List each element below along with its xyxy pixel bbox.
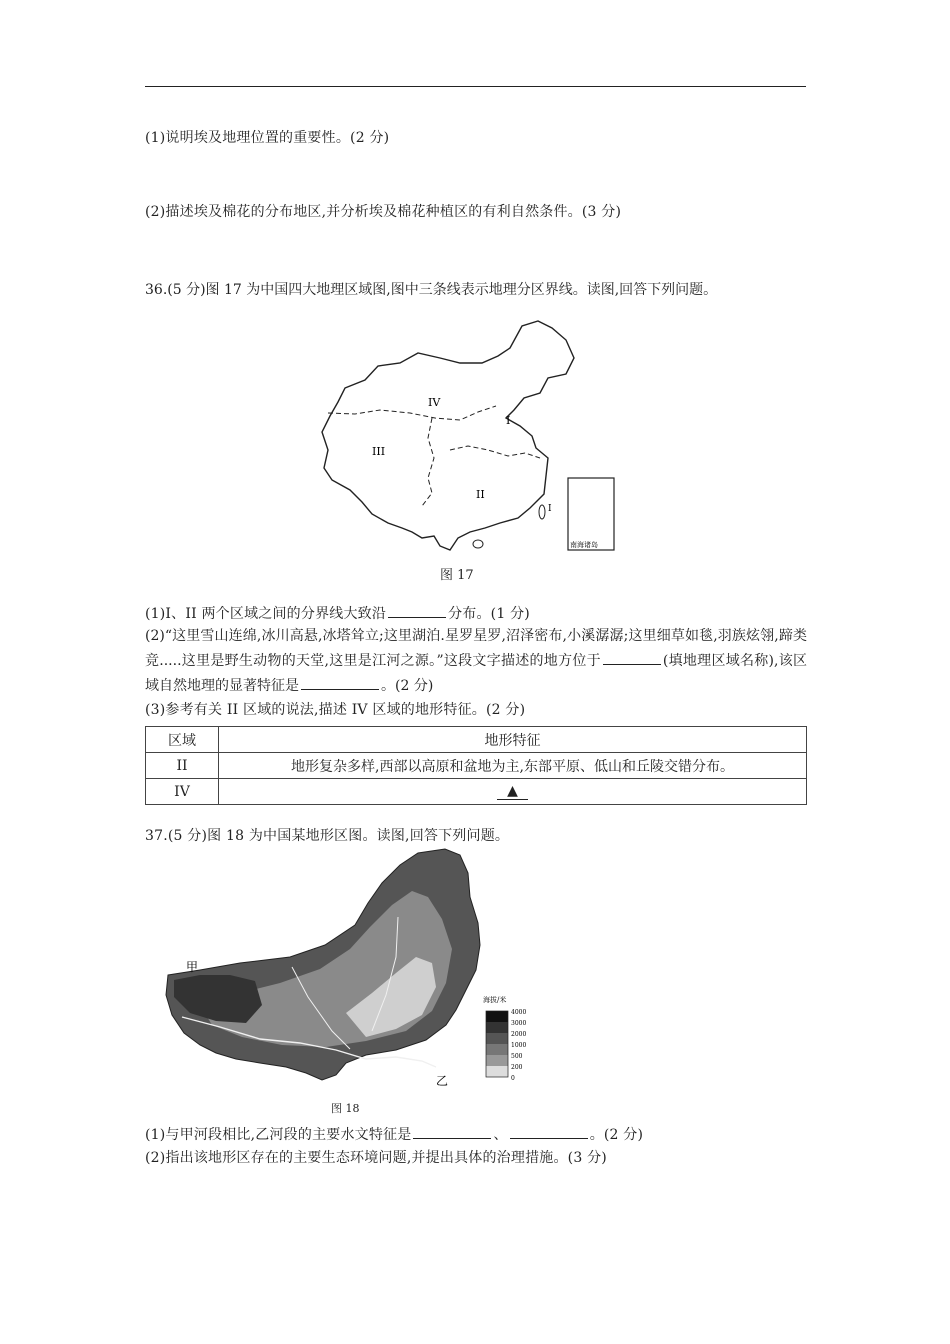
taiwan-island — [539, 505, 545, 519]
answer-blank[interactable] — [301, 675, 379, 690]
table-header: 地形特征 — [219, 727, 807, 753]
south-sea-inset-label: 南海诸岛 — [570, 541, 598, 549]
table-header-row — [146, 727, 807, 753]
relief-map — [160, 845, 560, 1090]
table-cell: IV — [146, 779, 219, 805]
q35-part1: (1)说明埃及地理位置的重要性。(2 分) — [145, 130, 390, 146]
boundary-line-plateau — [422, 418, 434, 506]
region-label-iii: III — [372, 445, 386, 458]
legend-swatch — [486, 1055, 508, 1066]
map-label-jia: 甲 — [186, 960, 199, 974]
south-sea-inset — [568, 478, 614, 550]
boundary-line-north — [328, 406, 496, 420]
q35-part2: (2)描述埃及棉花的分布地区,并分析埃及棉花种植区的有利自然条件。(3 分) — [145, 204, 622, 220]
region-label-ii: II — [476, 488, 485, 501]
figure-17-caption: 图 17 — [440, 568, 474, 583]
legend-level: 4000 — [511, 1009, 527, 1016]
q36-stem: 36.(5 分)图 17 为中国四大地理区域图,图中三条线表示地理分区界线。读图,回答下列问题。 — [145, 282, 718, 298]
legend-swatch — [486, 1022, 508, 1033]
boundary-line-qinling — [450, 446, 540, 458]
answer-blank[interactable] — [413, 1124, 491, 1139]
q37-part2: (2)指出该地形区存在的主要生态环境问题,并提出具体的治理措施。(3 分) — [145, 1150, 607, 1166]
legend-level: 3000 — [511, 1020, 527, 1027]
terrain-table — [145, 726, 807, 805]
table-cell — [219, 779, 807, 805]
header-rule — [145, 86, 806, 87]
q36-part3: (3)参考有关 II 区域的说法,描述 IV 区域的地形特征。(2 分) — [145, 702, 526, 718]
legend-swatch — [486, 1044, 508, 1055]
legend-level: 1000 — [511, 1042, 527, 1049]
answer-blank[interactable] — [603, 650, 661, 665]
legend-swatch — [486, 1033, 508, 1044]
table-header: 区域 — [146, 727, 219, 753]
table-row — [146, 779, 807, 805]
figure-18-caption: 图 18 — [331, 1102, 360, 1115]
table-cell: 地形复杂多样,西部以高原和盆地为主,东部平原、低山和丘陵交错分布。 — [219, 753, 807, 779]
legend-level: 500 — [511, 1053, 523, 1060]
legend-title: 海拔/米 — [483, 996, 507, 1004]
map-label-yi: 乙 — [436, 1074, 449, 1088]
region-label-i: I — [506, 414, 511, 427]
china-outline — [322, 321, 574, 550]
q36-part1: (1)I、II 两个区域之间的分界线大致沿 分布。(1 分) — [145, 603, 530, 624]
legend-swatch — [486, 1066, 508, 1077]
answer-placeholder-triangle[interactable]: ▲ — [497, 783, 528, 800]
answer-blank[interactable] — [510, 1124, 588, 1139]
q37-part1: (1)与甲河段相比,乙河段的主要水文特征是 、 。(2 分) — [145, 1124, 643, 1145]
legend-swatch — [486, 1011, 508, 1022]
table-row — [146, 753, 807, 779]
table-cell: II — [146, 753, 219, 779]
legend-level: 2000 — [511, 1031, 527, 1038]
region-label-iv: IV — [428, 396, 441, 409]
legend-level: 0 — [511, 1075, 515, 1082]
legend-level: 200 — [511, 1064, 523, 1071]
answer-blank[interactable] — [388, 603, 446, 618]
region-label-i-south: I — [548, 504, 552, 514]
hainan-island — [473, 540, 483, 548]
china-regions-map — [310, 318, 630, 558]
q37-stem: 37.(5 分)图 18 为中国某地形区图。读图,回答下列问题。 — [145, 828, 510, 844]
q36-part2: (2)“这里雪山连绵,冰川高悬,冰塔耸立;这里湖泊.星罗星罗,沼泽密布,小溪潺潺;这里细草如毯,羽族炫翎,蹄类竞.....这里是野生动物的天堂,这里是江河之源。”这段文字描述的地方位于 (填地理区域名称),该区域自然地理的显著特征是 。(2 分) — [145, 628, 808, 694]
